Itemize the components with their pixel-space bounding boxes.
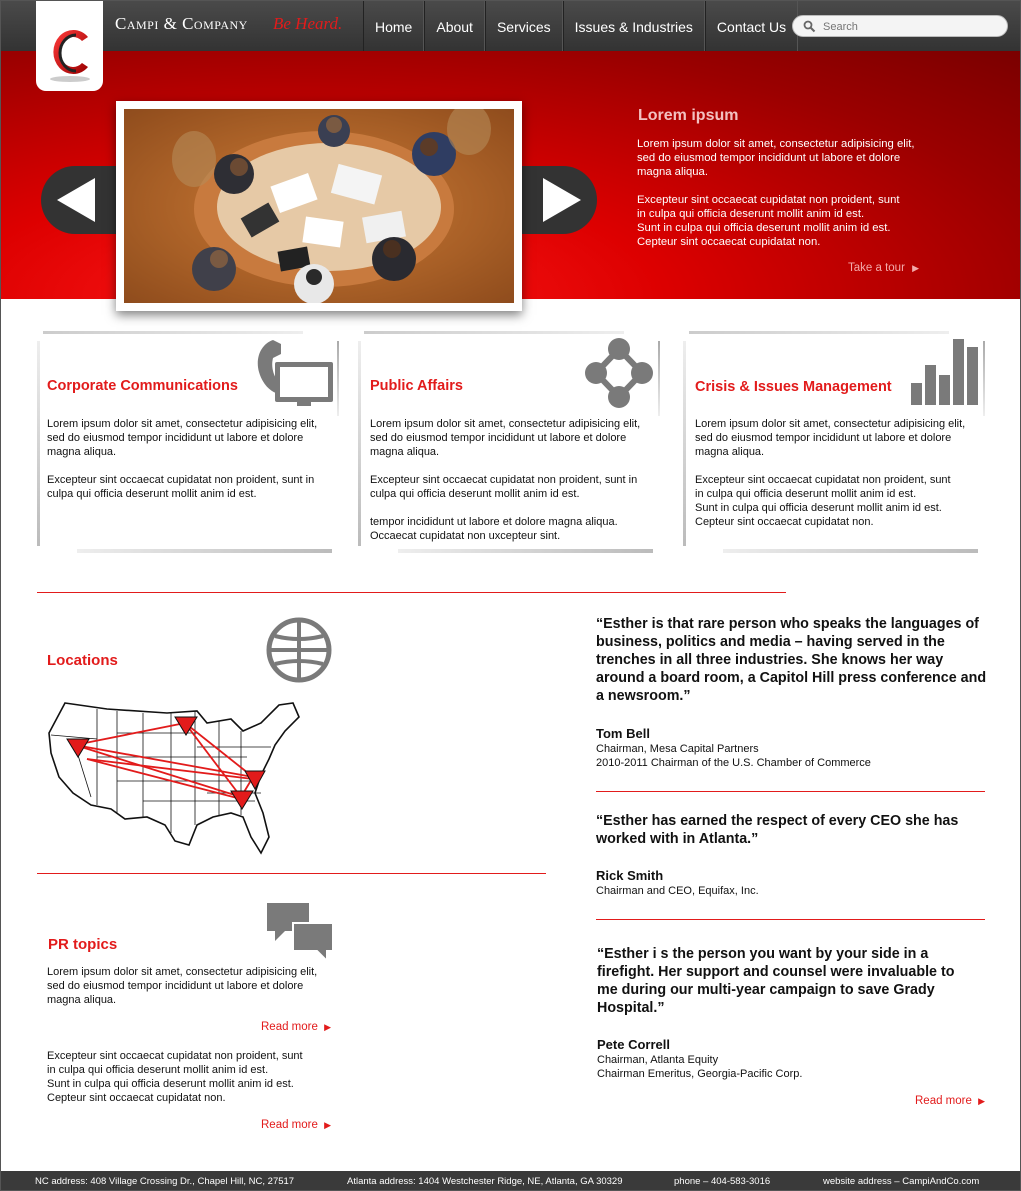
pr-p2-line: Excepteur sint occaecat cupidatat non proident, sunt — [47, 1050, 303, 1062]
service-paragraph-1: Lorem ipsum dolor sit amet, consectetur adipisicing elit, sed do eiusmod tempor incididunt ut labore et dolore magna aliqua. — [47, 418, 318, 458]
play-arrow-icon: ▶ — [912, 263, 920, 273]
service-p2-line: Sunt in culpa qui officia deserunt mollit anim id est. — [695, 502, 942, 514]
carousel-prev-button[interactable] — [41, 166, 119, 234]
footer-website[interactable]: website address – CampiAndCo.com — [823, 1176, 980, 1187]
service-paragraph-1: Lorem ipsum dolor sit amet, consectetur adipisicing elit, sed do eiusmod tempor incididunt ut labore et dolore magna aliqua. — [695, 418, 966, 458]
footer-phone: phone – 404-583-3016 — [674, 1176, 771, 1187]
testimonial-role: 2010-2011 Chairman of the U.S. Chamber of Commerce — [596, 757, 871, 769]
hero-p2-line: Cepteur sint occaecat cupidatat non. — [637, 236, 821, 248]
search-icon — [803, 20, 816, 38]
testimonial-role: Chairman and CEO, Equifax, Inc. — [596, 885, 759, 897]
search-input[interactable] — [823, 19, 993, 34]
pr-read-more-link-2[interactable] — [261, 1119, 331, 1131]
service-title: Corporate Communications — [47, 378, 238, 394]
hero-photo-frame — [116, 101, 522, 311]
testimonials-read-more-link[interactable] — [915, 1095, 985, 1107]
footer-atlanta-address: Atlanta address: 1404 Westchester Ridge, NE, Atlanta, GA 30329 — [347, 1176, 623, 1187]
service-p2-line: Excepteur sint occaecat cupidatat non proident, sunt — [695, 474, 951, 486]
footer-nc-address: NC address: 408 Village Crossing Dr., Chapel Hill, NC, 27517 — [35, 1176, 295, 1187]
nav-about[interactable]: About — [424, 1, 485, 51]
network-nodes-icon — [582, 337, 656, 414]
testimonial-name: Tom Bell — [596, 726, 650, 741]
hero-banner — [1, 51, 1021, 299]
play-arrow-icon: ▶ — [978, 1096, 986, 1106]
chat-bubbles-icon — [265, 901, 335, 968]
hero-title: Lorem ipsum — [638, 107, 739, 124]
nav-home[interactable]: Home — [363, 1, 424, 51]
service-card-public-affairs — [358, 331, 660, 553]
testimonial-divider — [596, 791, 985, 792]
hero-paragraph-2 — [637, 193, 927, 249]
arrow-right-icon — [519, 166, 597, 234]
nav-contact-us[interactable]: Contact Us — [705, 1, 798, 51]
phone-monitor-icon — [255, 336, 337, 413]
pr-topics-paragraph-1: Lorem ipsum dolor sit amet, consectetur adipisicing elit, sed do eiusmod tempor incididunt ut labore et dolore magna aliqua. — [47, 966, 318, 1006]
service-paragraph-3: tempor incididunt ut labore et dolore magna aliqua. Occaecat cupidatat non uxcepteur sint. — [370, 516, 618, 542]
brand-tagline: Be Heard. — [273, 14, 343, 33]
service-paragraph-2 — [695, 473, 970, 529]
testimonial-role: Chairman Emeritus, Georgia-Pacific Corp. — [597, 1068, 803, 1080]
testimonial-name: Rick Smith — [596, 868, 664, 883]
pr-p2-line: Sunt in culpa qui officia deserunt mollit anim id est. — [47, 1078, 294, 1090]
take-a-tour-link[interactable] — [848, 262, 919, 274]
service-paragraph-1: Lorem ipsum dolor sit amet, consectetur adipisicing elit, sed do eiusmod tempor incididunt ut labore et dolore magna aliqua. — [370, 418, 641, 458]
read-more-label: Read more — [261, 1119, 318, 1131]
service-paragraph-2: Excepteur sint occaecat cupidatat non proident, sunt in culpa qui officia deserunt mollit anim id est. — [47, 474, 315, 500]
read-more-label: Read more — [915, 1095, 972, 1107]
section-divider — [37, 873, 546, 874]
service-title: Public Affairs — [370, 378, 463, 394]
pr-read-more-link-1[interactable] — [261, 1021, 331, 1033]
testimonial-role: Chairman, Atlanta Equity — [597, 1054, 719, 1066]
read-more-label: Read more — [261, 1021, 318, 1033]
hero-paragraph-1: Lorem ipsum dolor sit amet, consectetur adipisicing elit, sed do eiusmod tempor incididunt ut labore et dolore magna aliqua. — [637, 138, 915, 178]
nav-services[interactable]: Services — [485, 1, 563, 51]
us-map-icon — [47, 697, 305, 862]
globe-icon — [265, 616, 333, 689]
testimonial-divider — [596, 919, 985, 920]
service-p2-line: Cepteur sint occaecat cupidatat non. — [695, 516, 874, 528]
testimonial-quote: “Esther is that rare person who speaks the languages of business, politics and media – having served in the trenches in all three industries. She knows her way around a board room, a Capitol Hill press conference and a newsroom.” — [596, 616, 987, 704]
service-card-crisis-issues-management — [683, 331, 985, 553]
top-nav-bar — [1, 1, 1021, 51]
pr-topics-paragraph-2 — [47, 1049, 332, 1105]
hero-photo-meeting — [124, 109, 514, 303]
service-paragraph-2: Excepteur sint occaecat cupidatat non proident, sunt in culpa qui officia deserunt mollit anim id est. — [370, 474, 638, 500]
section-divider — [37, 592, 786, 593]
carousel-next-button[interactable] — [519, 166, 597, 234]
footer — [1, 1171, 1021, 1191]
play-arrow-icon: ▶ — [324, 1022, 332, 1032]
hero-p2-line: Excepteur sint occaecat cupidatat non proident, sunt — [637, 194, 900, 206]
hero-p2-line: in culpa qui officia deserunt mollit anim id est. — [637, 208, 865, 220]
take-a-tour-label: Take a tour — [848, 262, 905, 274]
hero-p2-line: Sunt in culpa qui officia deserunt mollit anim id est. — [637, 222, 891, 234]
testimonial-name: Pete Correll — [597, 1037, 670, 1052]
search-box — [792, 15, 1008, 37]
main-nav — [363, 1, 798, 51]
pr-p2-line: in culpa qui officia deserunt mollit anim id est. — [47, 1064, 269, 1076]
service-title: Crisis & Issues Management — [695, 379, 892, 395]
service-p2-line: in culpa qui officia deserunt mollit anim id est. — [695, 488, 917, 500]
service-card-corporate-communications — [37, 331, 339, 553]
bar-chart-icon — [909, 335, 981, 412]
logo[interactable] — [36, 1, 103, 91]
locations-title: Locations — [47, 652, 118, 669]
play-arrow-icon: ▶ — [324, 1120, 332, 1130]
testimonial-quote: “Esther i s the person you want by your side in a firefight. Her support and counsel were invaluable to me during our multi-year campaign to save Grady Hospital.” — [597, 946, 955, 1016]
testimonial-role: Chairman, Mesa Capital Partners — [596, 743, 759, 755]
testimonial-quote: “Esther has earned the respect of every CEO she has worked with in Atlanta.” — [596, 813, 959, 847]
brand-name: Campi & Company — [115, 14, 248, 33]
pr-p2-line: Cepteur sint occaecat cupidatat non. — [47, 1092, 226, 1104]
pr-topics-title: PR topics — [48, 936, 118, 953]
nav-issues-industries[interactable]: Issues & Industries — [563, 1, 705, 51]
arrow-left-icon — [41, 166, 119, 234]
